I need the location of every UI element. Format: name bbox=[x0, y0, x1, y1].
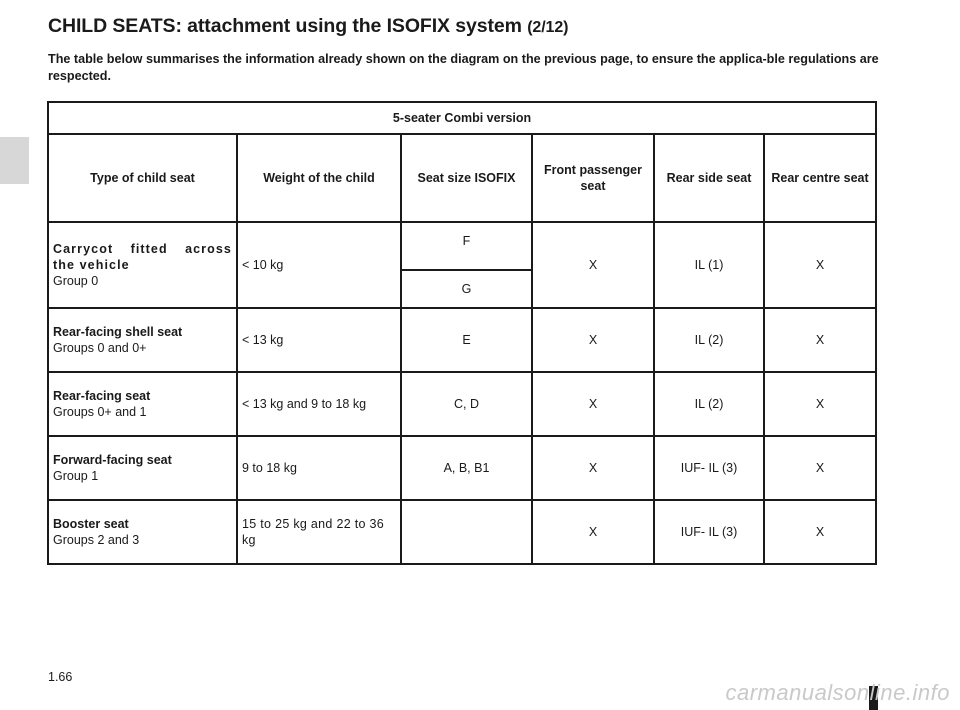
column-header-row bbox=[48, 134, 876, 222]
seat-name: Rear-facing seat bbox=[53, 389, 151, 403]
seat-size-cell: C, D bbox=[401, 372, 532, 436]
title-part-indicator: (2/12) bbox=[527, 19, 569, 36]
col-header-front-passenger: Front passenger seat bbox=[532, 134, 654, 222]
seat-size-cell: G bbox=[401, 270, 532, 308]
rear-centre-cell: X bbox=[764, 222, 876, 308]
table-row bbox=[48, 436, 876, 500]
watermark: carmanualsonline.info bbox=[725, 680, 950, 705]
rear-side-cell: IUF- IL (3) bbox=[654, 500, 764, 564]
weight-cell: < 13 kg and 9 to 18 kg bbox=[237, 372, 401, 436]
intro-paragraph: The table below summarises the information already shown on the diagram on the previous page, to ensure the applica-ble regulations are respected. bbox=[48, 52, 879, 83]
weight-cell: 15 to 25 kg and 22 to 36 kg bbox=[237, 500, 401, 564]
seat-size-cell bbox=[401, 500, 532, 564]
rear-centre-cell: X bbox=[764, 308, 876, 372]
col-header-seat-type: Type of child seat bbox=[48, 134, 237, 222]
seat-group: Group 1 bbox=[53, 469, 99, 483]
seat-name: Carrycot fitted across the vehicle bbox=[53, 242, 232, 272]
col-header-rear-side: Rear side seat bbox=[654, 134, 764, 222]
weight-cell: < 10 kg bbox=[237, 222, 401, 308]
rear-centre-cell: X bbox=[764, 372, 876, 436]
rear-centre-cell: X bbox=[764, 500, 876, 564]
front-passenger-cell: X bbox=[532, 308, 654, 372]
rear-side-cell: IL (1) bbox=[654, 222, 764, 308]
front-passenger-cell: X bbox=[532, 222, 654, 308]
seat-size-cell: A, B, B1 bbox=[401, 436, 532, 500]
seat-name: Forward-facing seat bbox=[53, 453, 172, 467]
col-header-rear-centre: Rear centre seat bbox=[764, 134, 876, 222]
seat-size-cell: F bbox=[401, 222, 532, 270]
title-main: CHILD SEATS: attachment using the ISOFIX system bbox=[48, 15, 522, 37]
rear-side-cell: IUF- IL (3) bbox=[654, 436, 764, 500]
table-row bbox=[48, 222, 876, 270]
seat-group: Groups 0 and 0+ bbox=[53, 341, 147, 355]
rear-centre-cell: X bbox=[764, 436, 876, 500]
seat-name: Booster seat bbox=[53, 517, 129, 531]
seat-type-cell bbox=[48, 500, 237, 564]
table-row bbox=[48, 500, 876, 564]
seat-group: Groups 0+ and 1 bbox=[53, 405, 147, 419]
rear-side-cell: IL (2) bbox=[654, 308, 764, 372]
isofix-table bbox=[47, 101, 877, 565]
table-row bbox=[48, 372, 876, 436]
seat-type-cell bbox=[48, 372, 237, 436]
front-passenger-cell: X bbox=[532, 500, 654, 564]
chapter-tab bbox=[0, 137, 29, 184]
seat-type-cell bbox=[48, 436, 237, 500]
seat-type-cell bbox=[48, 308, 237, 372]
rear-side-cell: IL (2) bbox=[654, 372, 764, 436]
front-passenger-cell: X bbox=[532, 436, 654, 500]
page-title bbox=[48, 15, 568, 38]
table-row bbox=[48, 308, 876, 372]
version-row bbox=[48, 102, 876, 134]
page-number: 1.66 bbox=[48, 670, 73, 684]
weight-cell: 9 to 18 kg bbox=[237, 436, 401, 500]
front-passenger-cell: X bbox=[532, 372, 654, 436]
col-header-weight: Weight of the child bbox=[237, 134, 401, 222]
col-header-seat-size: Seat size ISOFIX bbox=[401, 134, 532, 222]
weight-cell: < 13 kg bbox=[237, 308, 401, 372]
seat-group: Group 0 bbox=[53, 274, 99, 288]
seat-group: Groups 2 and 3 bbox=[53, 533, 140, 547]
version-header: 5-seater Combi version bbox=[48, 102, 876, 134]
seat-type-cell bbox=[48, 222, 237, 308]
seat-size-cell: E bbox=[401, 308, 532, 372]
seat-name: Rear-facing shell seat bbox=[53, 325, 183, 339]
